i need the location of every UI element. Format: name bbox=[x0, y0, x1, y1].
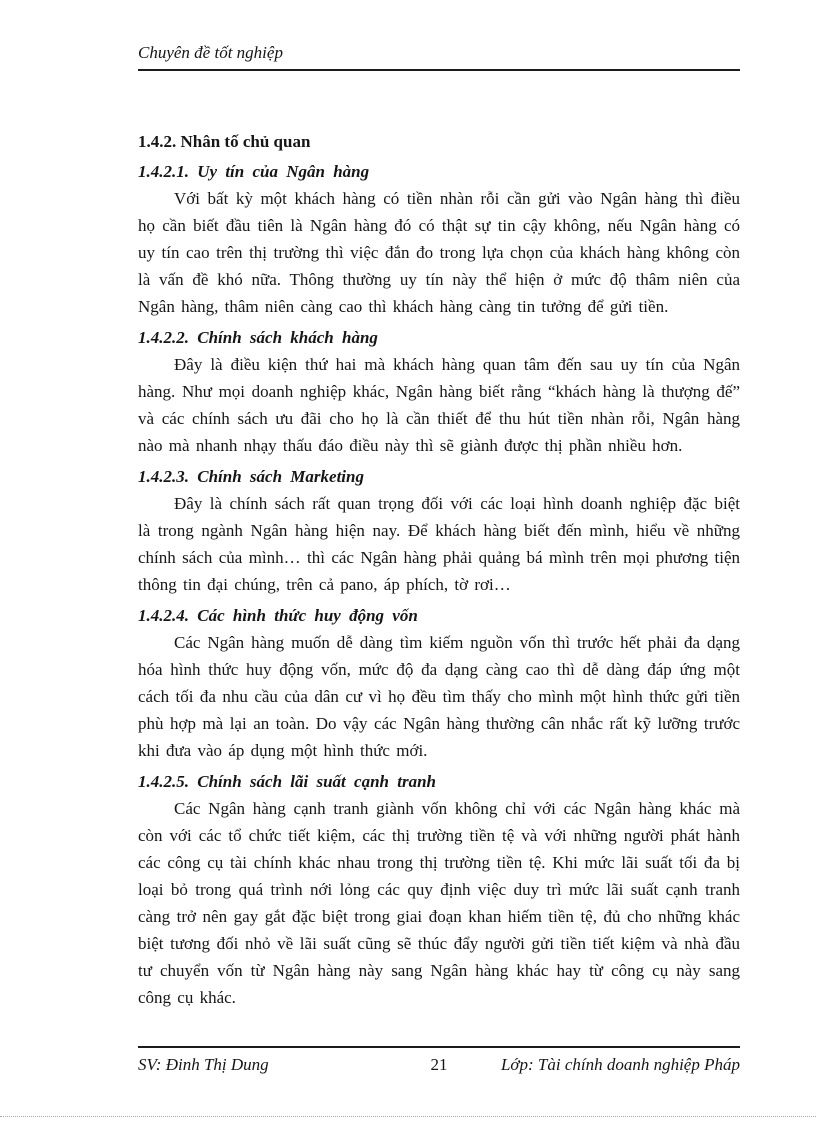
footer-class: Lớp: Tài chính doanh nghiệp Pháp bbox=[500, 1055, 740, 1074]
subsection-heading-1-4-2-1: 1.4.2.1. Uy tín của Ngân hàng bbox=[138, 162, 370, 181]
header-title: Chuyên đề tốt nghiệp bbox=[138, 43, 283, 62]
paragraph-lai-suat-canh-tranh: Các Ngân hàng cạnh tranh giành vốn không chỉ với các Ngân hàng khác mà còn với các tổ chức tiết kiệm, các thị trường tiền tệ và với những người phát hành các công cụ tài chính khác nhau trong thị trường tiền tệ. Khi mức lãi suất tối đa bị loại bỏ trong quá trình nới lỏng các quy định việc duy trì mức lãi suất cạnh tranh càng trở nên gay gắt đặc biệt trong giai đoạn khan hiếm tiền tệ, đủ cho những khác biệt tương đối nhỏ về lãi suất cũng sẽ thúc đẩy người gửi tiền tiết kiệm và nhà đầu tư chuyển vốn từ Ngân hàng này sang Ngân hàng khác hay từ công cụ này sang công cụ khác. bbox=[138, 799, 740, 1007]
subsection-heading-1-4-2-4: 1.4.2.4. Các hình thức huy động vốn bbox=[138, 606, 418, 625]
subsection-heading-1-4-2-3: 1.4.2.3. Chính sách Marketing bbox=[138, 467, 364, 486]
page-header bbox=[138, 42, 740, 71]
section-heading-1-4-2: 1.4.2. Nhân tố chủ quan bbox=[138, 132, 311, 151]
document-body bbox=[138, 128, 740, 1011]
paragraph-uy-tin: Với bất kỳ một khách hàng có tiền nhàn rỗi cần gửi vào Ngân hàng thì điều họ cần biết đầu tiên là Ngân hàng đó có thật sự tin cậy không, nếu Ngân hàng có uy tín cao trên thị trường thì việc đắn đo trong lựa chọn của khách hàng không còn là vấn đề khó nữa. Thông thường uy tín này thể hiện ở mức độ thâm niên của Ngân hàng, thâm niên càng cao thì khách hàng càng tin tưởng để gửi tiền. bbox=[138, 189, 740, 316]
footer-author: SV: Đinh Thị Dung bbox=[138, 1055, 269, 1074]
paragraph-chinh-sach-marketing: Đây là chính sách rất quan trọng đối với các loại hình doanh nghiệp đặc biệt là trong ngành Ngân hàng hiện nay. Để khách hàng biết đến mình, hiểu về những chính sách của mình… thì các Ngân hàng phải quảng bá mình trên mọi phương tiện thông tin đại chúng, trên cả pano, áp phích, tờ rơi… bbox=[138, 494, 740, 594]
paragraph-chinh-sach-khach-hang: Đây là điều kiện thứ hai mà khách hàng quan tâm đến sau uy tín của Ngân hàng. Như mọi doanh nghiệp khác, Ngân hàng biết rằng “khách hàng là thượng đế” và các chính sách ưu đãi cho họ là cần thiết để thu hút tiền nhàn rỗi, Ngân hàng nào mà nhanh nhạy thấu đáo điều này thì sẽ giành được thị phần nhiều hơn. bbox=[138, 355, 740, 455]
subsection-heading-1-4-2-2: 1.4.2.2. Chính sách khách hàng bbox=[138, 328, 378, 347]
page-footer bbox=[138, 1046, 740, 1076]
paragraph-hinh-thuc-huy-dong-von: Các Ngân hàng muốn dễ dàng tìm kiếm nguồn vốn thì trước hết phải đa dạng hóa hình thức huy động vốn, mức độ đa dạng càng cao thì dễ dàng đáp ứng một cách tối đa nhu cầu của dân cư vì họ đều tìm thấy cho mình một hình thức gửi tiền phù hợp mà lại an toàn. Do vậy các Ngân hàng thường cân nhắc rất kỹ lưỡng trước khi đưa vào áp dụng một hình thức mới. bbox=[138, 633, 740, 760]
subsection-heading-1-4-2-5: 1.4.2.5. Chính sách lãi suất cạnh tranh bbox=[138, 772, 436, 791]
footer-page-number: 21 bbox=[430, 1055, 448, 1074]
page-bottom-edge bbox=[0, 1116, 816, 1117]
